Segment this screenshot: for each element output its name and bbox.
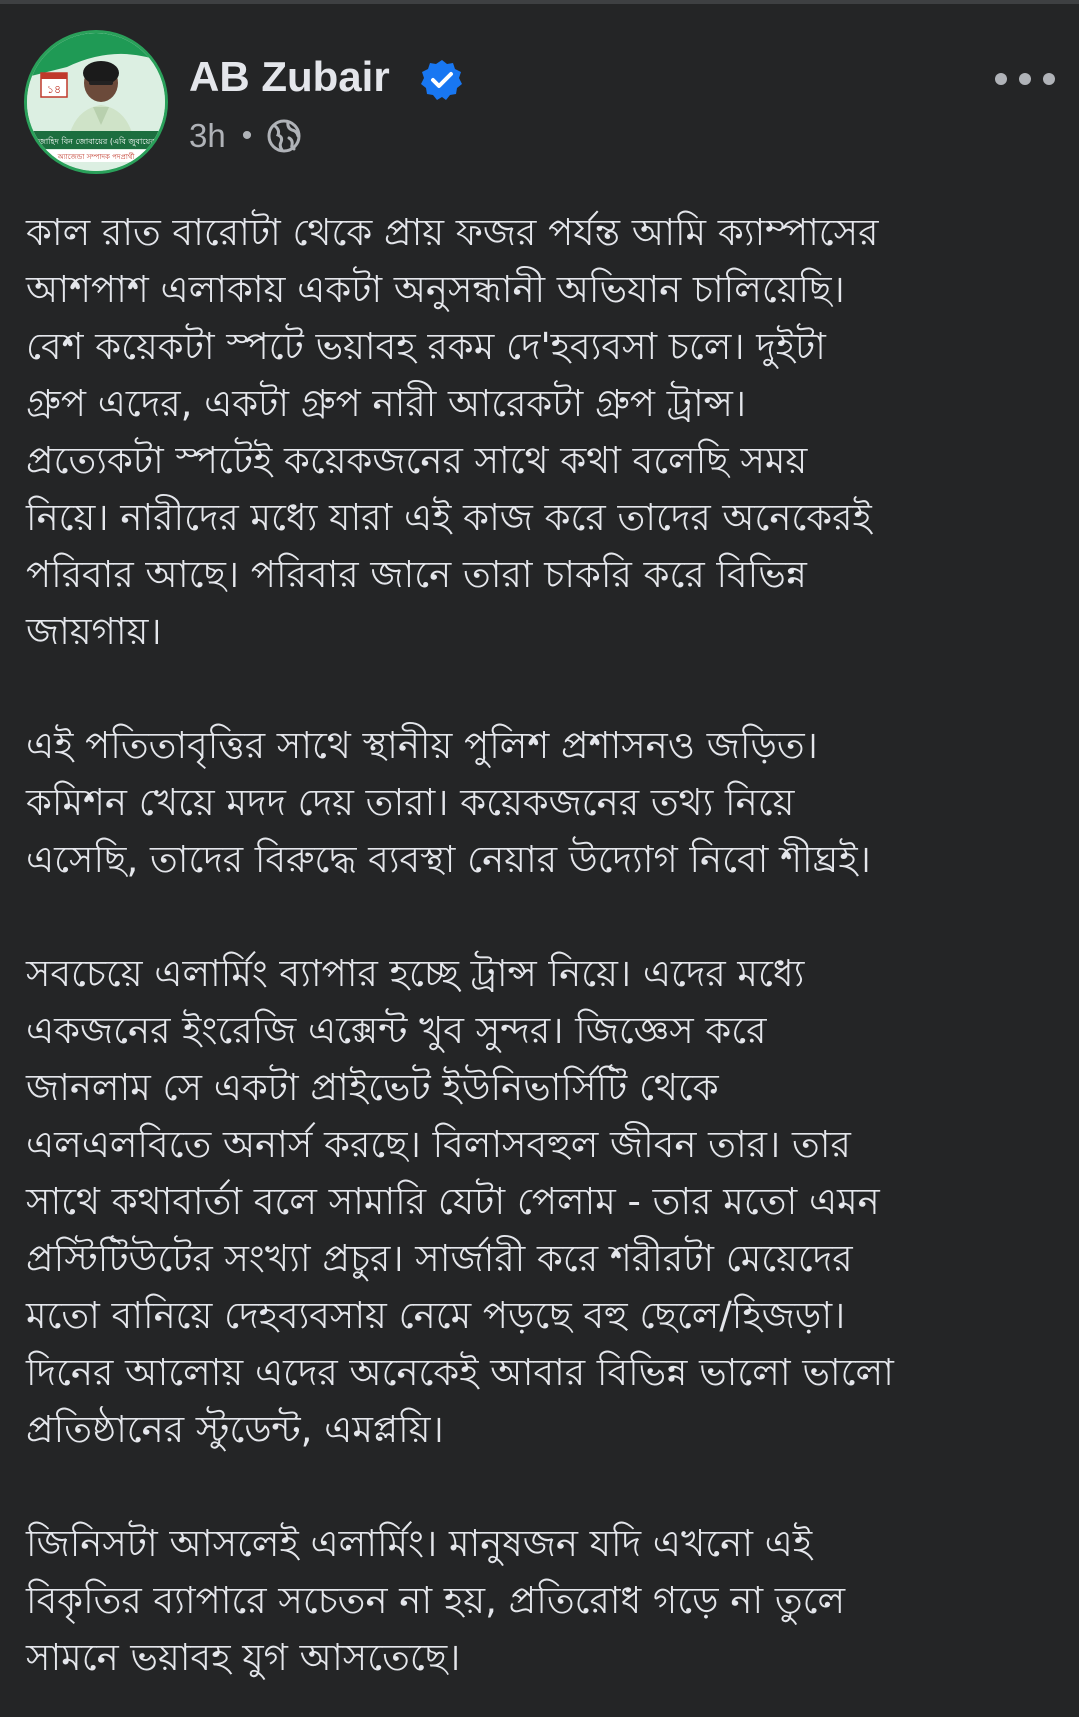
post-header [24,30,1055,180]
more-options-icon-dot [1043,73,1055,85]
post-text [26,204,1056,1686]
meta-separator: • [241,119,253,152]
post-paragraph: এই পতিতাবৃত্তির সাথে স্থানীয় পুলিশ প্রশাসনও জড়িত। কমিশন খেয়ে মদদ দেয় তারা। কয়েকজনের তথ্য নিয়ে এসেছি, তাদের বিরুদ্ধে ব্যবস্থা নেয়ার উদ্যোগ নিবো শীঘ্রই। [26,724,871,881]
post-paragraph: কাল রাত বারোটা থেকে প্রায় ফজর পর্যন্ত আমি ক্যাম্পাসের আশপাশ এলাকায় একটা অনুসন্ধানী অভিযান চালিয়েছি। বেশ কয়েকটা স্পটে ভয়াবহ রকম দে'হব্যবসা চলে। দুইটা গ্রুপ এদের, একটা গ্রুপ নারী আরেকটা গ্রুপ ট্রান্স। প্রত্যেকটা স্পটেই কয়েকজনের সাথে কথা বলেছি সময় নিয়ে। নারীদের মধ্যে যারা এই কাজ করে তাদের অনেকেরই পরিবার আছে। পরিবার জানে তারা চাকরি করে বিভিন্ন জায়গায়। [26,211,879,653]
more-options-button[interactable] [995,64,1055,94]
more-options-icon-dot [1019,73,1031,85]
more-options-icon [995,73,1007,85]
avatar[interactable] [24,30,168,174]
post-card [0,4,1079,1717]
globe-icon[interactable] [266,118,302,154]
post-timestamp[interactable]: 3h [189,117,226,154]
verified-badge-icon [420,58,464,102]
avatar-image [27,33,165,171]
post-paragraph: সবচেয়ে এলার্মিং ব্যাপার হচ্ছে ট্রান্স নিয়ে। এদের মধ্যে একজনের ইংরেজি এক্সেন্ট খুব সুন্দর। জিজ্ঞেস করে জানলাম সে একটা প্রাইভেট ইউনিভার্সিটি থেকে এলএলবিতে অনার্স করছে। বিলাসবহুল জীবন তার। তার সাথে কথাবার্তা বলে সামারি যেটা পেলাম - তার মতো এমন প্রস্টিটিউটের সংখ্যা প্রচুর। সার্জারী করে শরীরটা মেয়েদের মতো বানিয়ে দেহব্যবসায় নেমে পড়ছে বহু ছেলে/হিজড়া। দিনের আলোয় এদের অনেকেই আবার বিভিন্ন ভালো ভালো প্রতিষ্ঠানের স্টুডেন্ট, এমপ্লয়ি। [26,952,894,1451]
avatar-subcaption: অ্যাজেন্ডা সম্পাদক পদপ্রার্থী [57,153,135,161]
post-paragraph: জিনিসটা আসলেই এলার্মিং। মানুষজন যদি এখনো এই বিকৃতির ব্যাপারে সচেতন না হয়, প্রতিরোধ গড়ে না তুলে সামনে ভয়াবহ যুগ আসতেছে। [26,1522,846,1679]
author-name[interactable]: AB Zubair [189,53,390,100]
avatar-badge-number: ১৪ [46,83,62,96]
post-meta [189,114,302,158]
avatar-caption: মুজাহিদ বিন জোবায়ের (এবি জুবায়ের) [34,137,158,146]
